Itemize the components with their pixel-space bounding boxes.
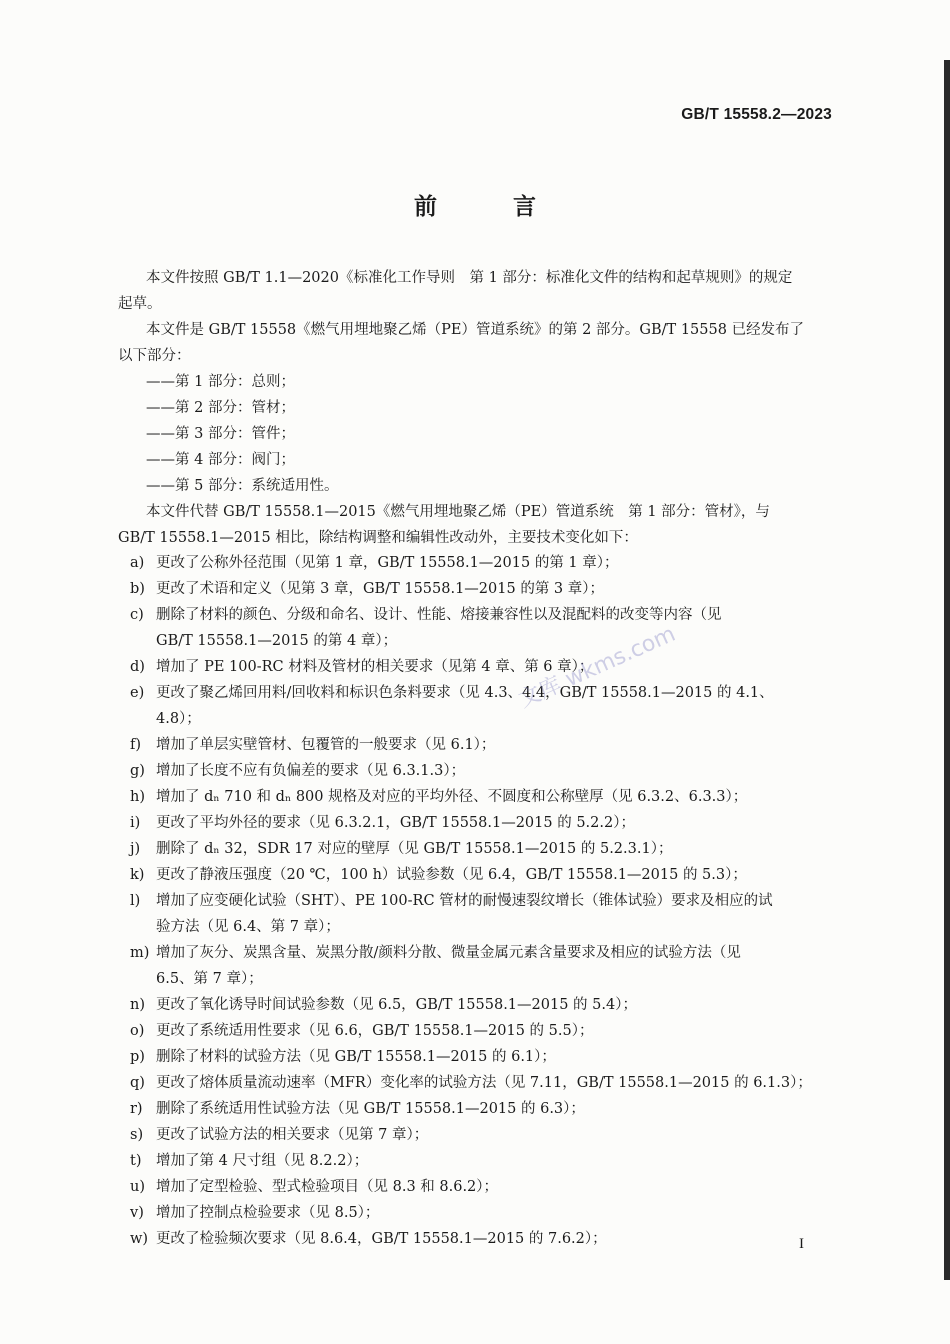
list-item: ——第 4 部分：阀门； [146, 452, 295, 468]
list-item-text: 删除了材料的试验方法（见 GB/T 15558.1—2015 的 6.1）； [156, 1049, 556, 1065]
list-item: ——第 2 部分：管材； [146, 400, 295, 416]
page-number: I [799, 1236, 804, 1252]
list-item-label: e) [130, 685, 145, 701]
page-title: 前 言 [413, 194, 570, 220]
list-item-text: 验方法（见 6.4、第 7 章）； [156, 919, 340, 935]
list-item-text: 更改了聚乙烯回用料/回收料和标识色条料要求（见 4.3、4.4，GB/T 15558.1—2015 的 4.1、 [156, 685, 774, 701]
list-item-text: 删除了 dₙ 32，SDR 17 对应的壁厚（见 GB/T 15558.1—2015 的 5.2.3.1）； [156, 841, 673, 857]
list-item: ——第 5 部分：系统适用性。 [146, 478, 339, 494]
list-item-label: a) [130, 555, 145, 571]
list-item-text: 增加了长度不应有负偏差的要求（见 6.3.1.3）； [156, 763, 466, 779]
list-item-label: d) [130, 659, 145, 675]
list-item-text: 增加了控制点检验要求（见 8.5）； [156, 1205, 380, 1221]
list-item-text: GB/T 15558.1—2015 的第 4 章）； [156, 633, 398, 649]
list-item-text: 6.5、第 7 章）； [156, 971, 263, 987]
list-item-label: n) [130, 997, 145, 1013]
standard-code: GB/T 15558.2—2023 [681, 106, 832, 123]
list-item: ——第 3 部分：管件； [146, 426, 295, 442]
list-item-label: q) [130, 1075, 145, 1091]
changes-list [118, 551, 830, 1247]
list-item-text: 更改了静液压强度（20 ℃，100 h）试验参数（见 6.4，GB/T 15558.1—2015 的 5.3）； [156, 867, 747, 883]
list-item-text: 增加了定型检验、型式检验项目（见 8.3 和 8.6.2）； [156, 1179, 499, 1195]
intro-paragraph [118, 266, 830, 366]
list-item-label: f) [130, 737, 142, 753]
list-item-text: 更改了氧化诱导时间试验参数（见 6.5，GB/T 15558.1—2015 的 5.4）； [156, 997, 637, 1013]
list-item-text: 删除了材料的颜色、分级和命名、设计、性能、熔接兼容性以及混配料的改变等内容（见 [156, 607, 722, 623]
list-item-label: c) [130, 607, 144, 623]
list-item-text: 4.8）； [156, 711, 201, 727]
list-item-label: p) [130, 1049, 145, 1065]
list-item-label: h) [130, 789, 145, 805]
list-item-label: l) [130, 893, 141, 909]
list-item: ——第 1 部分：总则； [146, 374, 295, 390]
text-line: 本文件按照 GB/T 1.1—2020《标准化工作导则 第 1 部分：标准化文件的结构和起草规则》的规定 [146, 270, 793, 286]
list-item-label: j) [130, 841, 141, 857]
list-item-text: 更改了系统适用性要求（见 6.6，GB/T 15558.1—2015 的 5.5）； [156, 1023, 594, 1039]
scan-edge [944, 60, 950, 1280]
list-item-label: k) [130, 867, 145, 883]
list-item-text: 增加了 dₙ 710 和 dₙ 800 规格及对应的平均外径、不圆度和公称壁厚（见 6.3.2、6.3.3）； [156, 789, 748, 805]
list-item-label: b) [130, 581, 145, 597]
list-item-text: 更改了熔体质量流动速率（MFR）变化率的试验方法（见 7.11，GB/T 15558.1—2015 的 6.1.3）； [156, 1075, 812, 1091]
list-item-label: w) [130, 1231, 149, 1247]
list-item-text: 更改了试验方法的相关要求（见第 7 章）； [156, 1127, 429, 1143]
list-item-label: u) [130, 1179, 145, 1195]
list-item-text: 更改了公称外径范围（见第 1 章，GB/T 15558.1—2015 的第 1 章）； [156, 555, 619, 571]
text-line: GB/T 15558.1—2015 相比，除结构调整和编辑性改动外，主要技术变化如下： [118, 530, 638, 546]
list-item-text: 增加了单层实壁管材、包覆管的一般要求（见 6.1）； [156, 737, 496, 753]
list-item-text: 增加了应变硬化试验（SHT）、PE 100-RC 管材的耐慢速裂纹增长（锥体试验）要求及相应的试 [156, 893, 773, 909]
list-item-text: 增加了第 4 尺寸组（见 8.2.2）； [156, 1153, 369, 1169]
list-item-text: 更改了检验频次要求（见 8.6.4，GB/T 15558.1—2015 的 7.6.2）； [156, 1231, 607, 1247]
list-item-label: t) [130, 1153, 142, 1169]
replace-paragraph [118, 500, 830, 552]
text-line: 以下部分： [118, 348, 191, 364]
list-item-text: 更改了术语和定义（见第 3 章，GB/T 15558.1—2015 的第 3 章）； [156, 581, 605, 597]
list-item-label: i) [130, 815, 141, 831]
list-item-label: m) [130, 945, 150, 961]
list-item-text: 更改了平均外径的要求（见 6.3.2.1，GB/T 15558.1—2015 的 5.2.2）； [156, 815, 635, 831]
list-item-label: g) [130, 763, 145, 779]
watermark: 文库 wkms.com [515, 621, 680, 714]
parts-list [118, 370, 830, 500]
text-line: 起草。 [118, 296, 162, 312]
list-item-label: r) [130, 1101, 143, 1117]
list-item-text: 删除了系统适用性试验方法（见 GB/T 15558.1—2015 的 6.3）； [156, 1101, 585, 1117]
list-item-text: 增加了 PE 100-RC 材料及管材的相关要求（见第 4 章、第 6 章）； [156, 659, 594, 675]
list-item-label: o) [130, 1023, 145, 1039]
list-item-label: s) [130, 1127, 144, 1143]
list-item-text: 增加了灰分、炭黑含量、炭黑分散/颜料分散、微量金属元素含量要求及相应的试验方法（见 [156, 945, 741, 961]
text-line: 本文件代替 GB/T 15558.1—2015《燃气用埋地聚乙烯（PE）管道系统 第 1 部分：管材》，与 [146, 504, 770, 520]
text-line: 本文件是 GB/T 15558《燃气用埋地聚乙烯（PE）管道系统》的第 2 部分。GB/T 15558 已经发布了 [146, 322, 805, 338]
list-item-label: v) [130, 1205, 144, 1221]
